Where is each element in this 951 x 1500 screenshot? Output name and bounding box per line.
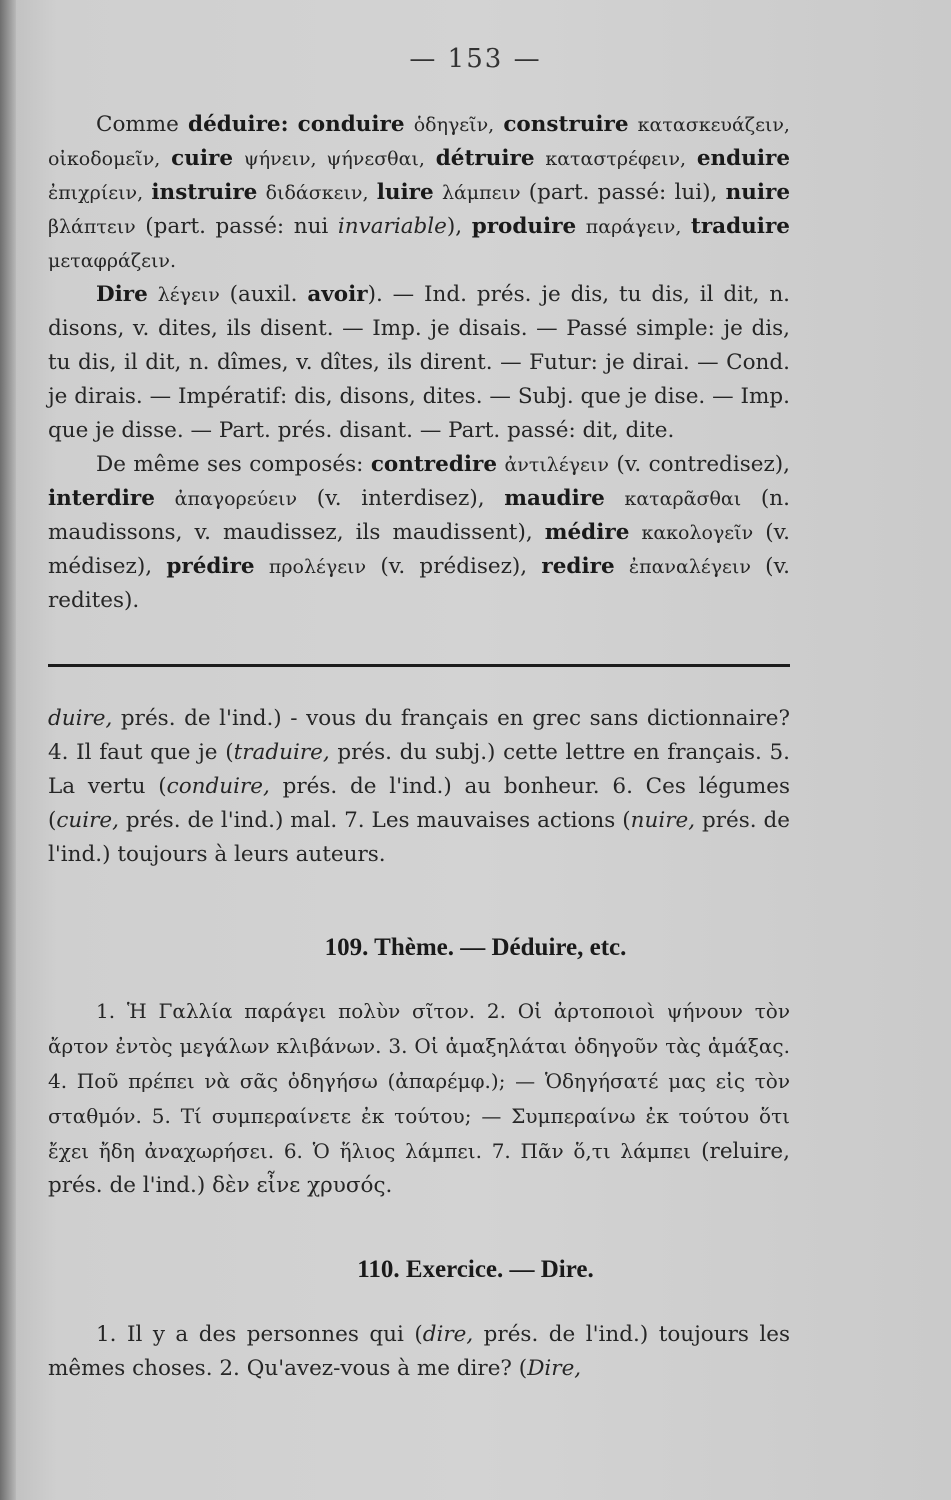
paragraph-comme: Comme déduire: conduire ὁδηγεῖν, construire κατασκευάζειν, οἰκοδομεῖν, cuire ψήνειν, ψήνεσθαι, détruire καταστρέφειν, enduire ἐπιχρίειν, instruire διδάσκειν, luire λάμπειν (part. passé: lui), nuire βλάπτειν (part. passé: nui invariable), produire παράγειν, traduire μεταφράζειν. [48,112,791,272]
paragraph-exercise-110: 1. Il y a des personnes qui (dire, prés. de l'ind.) toujours les mêmes choses. 2. Qu'avez-vous à me dire? (Dire, [48,1322,790,1381]
paragraph-theme-109: 1. Ἡ Γαλλία παράγει πολὺν σῖτον. 2. Οἱ ἀρτοποιοὶ ψήνουν τὸν ἄρτον ἐντὸς μεγάλων κλιβάνων. 3. Οἱ ἁμαξηλάται ὁδηγοῦν τὰς ἁμάξας. 4. Ποῦ πρέπει νὰ σᾶς ὁδηγήσω (ἀπαρέμφ.); — Ὁδηγήσατέ μας εἰς τὸν σταθμόν. 5. Τί συμπεραίνετε ἐκ τούτου; — Συμπεραίνω ἐκ τούτου ὅτι ἔχει ἤδη ἀναχωρήσει. 6. Ὁ ἥλιος λάμπει. 7. Πᾶν ὅ,τι λάμπει (reluire, prés. de l'ind.) δὲν εἶνε χρυσός. [48,999,790,1198]
conjugation-section [48,108,790,618]
exercise-110-section [48,1318,790,1386]
exercise-continuation [48,702,790,872]
paragraph-exercise-cont: duire, prés. de l'ind.) - vous du français en grec sans dictionnaire? 4. Il faut que je (traduire, prés. du subj.) cette lettre en français. 5. La vertu (conduire, prés. de l'ind.) au bonheur. 6. Ces légumes (cuire, prés. de l'ind.) mal. 7. Les mauvaises actions (nuire, prés. de l'ind.) toujours à leurs auteurs. [48,706,790,867]
heading-theme-109: 109. Thème. — Déduire, etc. [324,934,627,961]
heading-exercise-110: 110. Exercice. — Dire. [357,1256,594,1283]
theme-109-section [48,994,790,1203]
section-divider-rule [48,664,790,667]
page-number: — 153 — [409,44,542,74]
paragraph-dire: Dire λέγειν (auxil. avoir). — Ind. prés. je dis, tu dis, il dit, n. disons, v. dites, ils disent. — Imp. je disais. — Passé simple: je dis, tu dis, il dit, n. dîmes, v. dîtes, ils dirent. — Futur: je dirai. — Cond. je dirais. — Impératif: dis, disons, dites. — Subj. que je dise. — Imp. que je disse. — Part. prés. disant. — Part. passé: dit, dite. [48,282,790,443]
paragraph-composes: De même ses composés: contredire ἀντιλέγειν (v. contredisez), interdire ἀπαγορεύειν (v. interdisez), maudire καταρᾶσθαι (n. maudissons, v. maudissez, ils maudissent), médire κακολογεῖν (v. médisez), prédire προλέγειν (v. prédisez), redire ἐπαναλέγειν (v. redites). [48,452,791,613]
